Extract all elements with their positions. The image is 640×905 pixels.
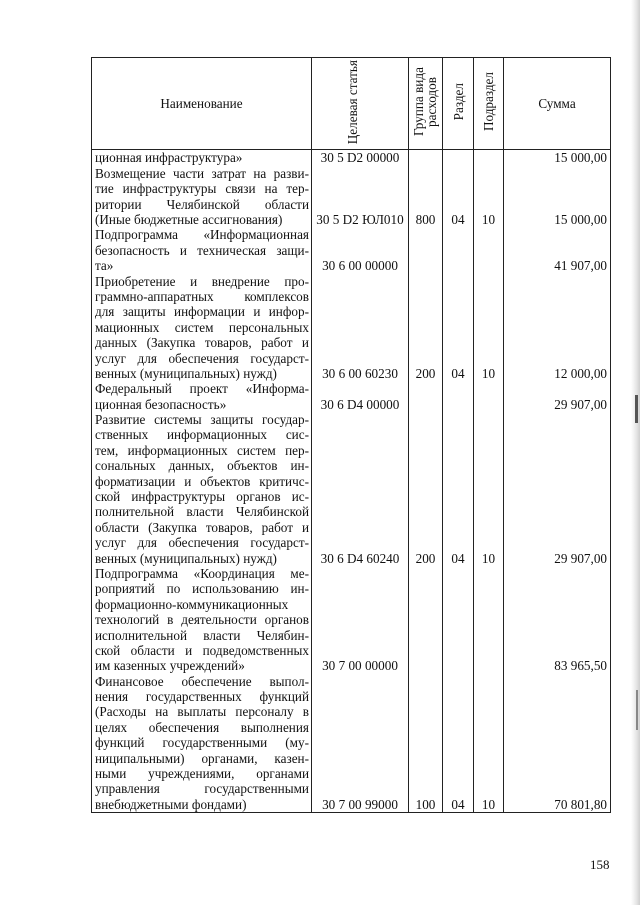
cell-sum: 15 000,00 <box>504 150 611 166</box>
name-line: Приобретение и внедрение про- <box>95 273 309 289</box>
table-header <box>92 58 611 150</box>
name-line: граммно-аппаратных комплексов <box>95 288 309 304</box>
table-row <box>92 412 611 566</box>
cell-section <box>443 381 474 412</box>
page-number: 158 <box>590 857 610 872</box>
cell-expense-group: 100 <box>409 674 443 813</box>
scan-edge-shadow <box>631 0 640 905</box>
cell-expense-group: 200 <box>409 274 443 382</box>
cell-target-article: 30 5 D2 00000 <box>312 150 409 166</box>
cell-sum: 83 965,50 <box>504 566 611 674</box>
name-line: (Иные бюджетные ассигнования) <box>95 211 283 227</box>
cell-subsection <box>474 566 504 674</box>
cell-section <box>443 227 474 273</box>
cell-expense-group <box>409 150 443 166</box>
table-row <box>92 381 611 412</box>
cell-expense-group <box>409 381 443 412</box>
cell-expense-group: 800 <box>409 166 443 228</box>
cell-target-article: 30 6 D4 00000 <box>312 381 409 412</box>
cell-section: 04 <box>443 674 474 813</box>
cell-sum: 29 907,00 <box>504 381 611 412</box>
name-line: функций государственными (му- <box>95 735 309 751</box>
name-line: Подпрограмма «Информационная <box>95 227 309 243</box>
cell-subsection <box>474 227 504 273</box>
name-line: Возмещение части затрат на разви- <box>95 165 309 181</box>
header-target-article: Целевая статья <box>312 58 409 150</box>
cell-subsection <box>474 381 504 412</box>
name-line: Развитие системы защиты государ- <box>95 412 309 428</box>
header-sum: Сумма <box>504 58 611 150</box>
table-row <box>92 166 611 228</box>
cell-subsection: 10 <box>474 274 504 382</box>
cell-subsection: 10 <box>474 674 504 813</box>
budget-table <box>91 57 611 813</box>
cell-sum: 15 000,00 <box>504 166 611 228</box>
name-line: тем, информационных систем пер- <box>95 442 309 458</box>
cell-expense-group <box>409 566 443 674</box>
name-line: ционная безопасность» <box>95 396 227 412</box>
name-line: ниципальными) органами, казен- <box>95 750 309 766</box>
cell-name <box>92 150 312 166</box>
cell-subsection: 10 <box>474 166 504 228</box>
name-line: услуг для обеспечения государст- <box>95 350 309 366</box>
name-line: управления государственными <box>95 781 309 797</box>
name-line: (Расходы на выплаты персоналу в <box>95 704 309 720</box>
table-row <box>92 227 611 273</box>
cell-sum: 70 801,80 <box>504 674 611 813</box>
cell-section: 04 <box>443 412 474 566</box>
name-line: тие инфраструктуры связи на тер- <box>95 181 309 197</box>
name-line: ритории Челябинской области <box>95 196 309 212</box>
cell-section: 04 <box>443 166 474 228</box>
cell-name <box>92 566 312 674</box>
name-line: венных (муниципальных) нужд) <box>95 365 277 381</box>
name-line: нения государственных функций <box>95 689 309 705</box>
cell-section <box>443 566 474 674</box>
cell-expense-group <box>409 227 443 273</box>
name-line: технологий в деятельности органов <box>95 612 309 628</box>
cell-sum: 41 907,00 <box>504 227 611 273</box>
name-line: исполнительной власти Челябин- <box>95 627 309 643</box>
name-line: им казенных учреждений» <box>95 658 245 674</box>
table-body <box>92 150 611 813</box>
name-line: области (Закупка товаров, работ и <box>95 519 309 535</box>
name-line: услуг для обеспечения государст- <box>95 535 309 551</box>
name-line: безопасность и техническая защи- <box>95 242 309 258</box>
name-line: сональных данных, объектов ин- <box>95 458 309 474</box>
name-line: данных (Закупка товаров, работ и <box>95 335 309 351</box>
name-line: внебюджетными фондами) <box>95 796 247 812</box>
cell-subsection <box>474 150 504 166</box>
name-line: ционная инфраструктура» <box>95 150 243 166</box>
name-line: ственных информационных сис- <box>95 427 309 443</box>
header-subsection: Подраздел <box>474 58 504 150</box>
cell-sum: 29 907,00 <box>504 412 611 566</box>
name-line: полнительной власти Челябинской <box>95 504 309 520</box>
name-line: форматизации и объектов критичс- <box>95 473 309 489</box>
cell-target-article: 30 7 00 00000 <box>312 566 409 674</box>
cell-name <box>92 227 312 273</box>
name-line: роприятий по использованию ин- <box>95 581 309 597</box>
name-line: та» <box>95 258 114 274</box>
name-line: Финансовое обеспечение выпол- <box>95 673 309 689</box>
cell-name <box>92 674 312 813</box>
cell-name <box>92 381 312 412</box>
table-row <box>92 150 611 166</box>
header-section: Раздел <box>443 58 474 150</box>
cell-target-article: 30 6 D4 60240 <box>312 412 409 566</box>
scan-artifact <box>636 690 638 730</box>
name-line: венных (муниципальных) нужд) <box>95 550 277 566</box>
name-line: для защиты информации и инфор- <box>95 304 309 320</box>
name-line: формационно-коммуникационных <box>95 596 289 612</box>
cell-section: 04 <box>443 274 474 382</box>
cell-name <box>92 412 312 566</box>
table-row <box>92 566 611 674</box>
cell-name <box>92 274 312 382</box>
cell-sum: 12 000,00 <box>504 274 611 382</box>
name-line: мационных систем персональных <box>95 319 309 335</box>
name-line: ными учреждениями, органами <box>95 766 309 782</box>
name-line: Подпрограмма «Координация ме- <box>95 565 309 581</box>
name-line: Федеральный проект «Информа- <box>95 381 309 397</box>
header-name: Наименование <box>92 58 312 150</box>
table-row <box>92 674 611 813</box>
table-row <box>92 274 611 382</box>
cell-target-article: 30 5 D2 ЮЛ010 <box>312 166 409 228</box>
cell-target-article: 30 6 00 00000 <box>312 227 409 273</box>
name-line: ской инфраструктуры органов ис- <box>95 489 309 505</box>
name-line: целях обеспечения выполнения <box>95 719 309 735</box>
cell-subsection: 10 <box>474 412 504 566</box>
cell-expense-group: 200 <box>409 412 443 566</box>
name-line: ской области и подведомственных <box>95 642 309 658</box>
cell-name <box>92 166 312 228</box>
cell-target-article: 30 6 00 60230 <box>312 274 409 382</box>
cell-target-article: 30 7 00 99000 <box>312 674 409 813</box>
cell-section <box>443 150 474 166</box>
header-expense-group: Группа вида расходов <box>409 58 443 150</box>
scan-artifact <box>635 395 638 423</box>
